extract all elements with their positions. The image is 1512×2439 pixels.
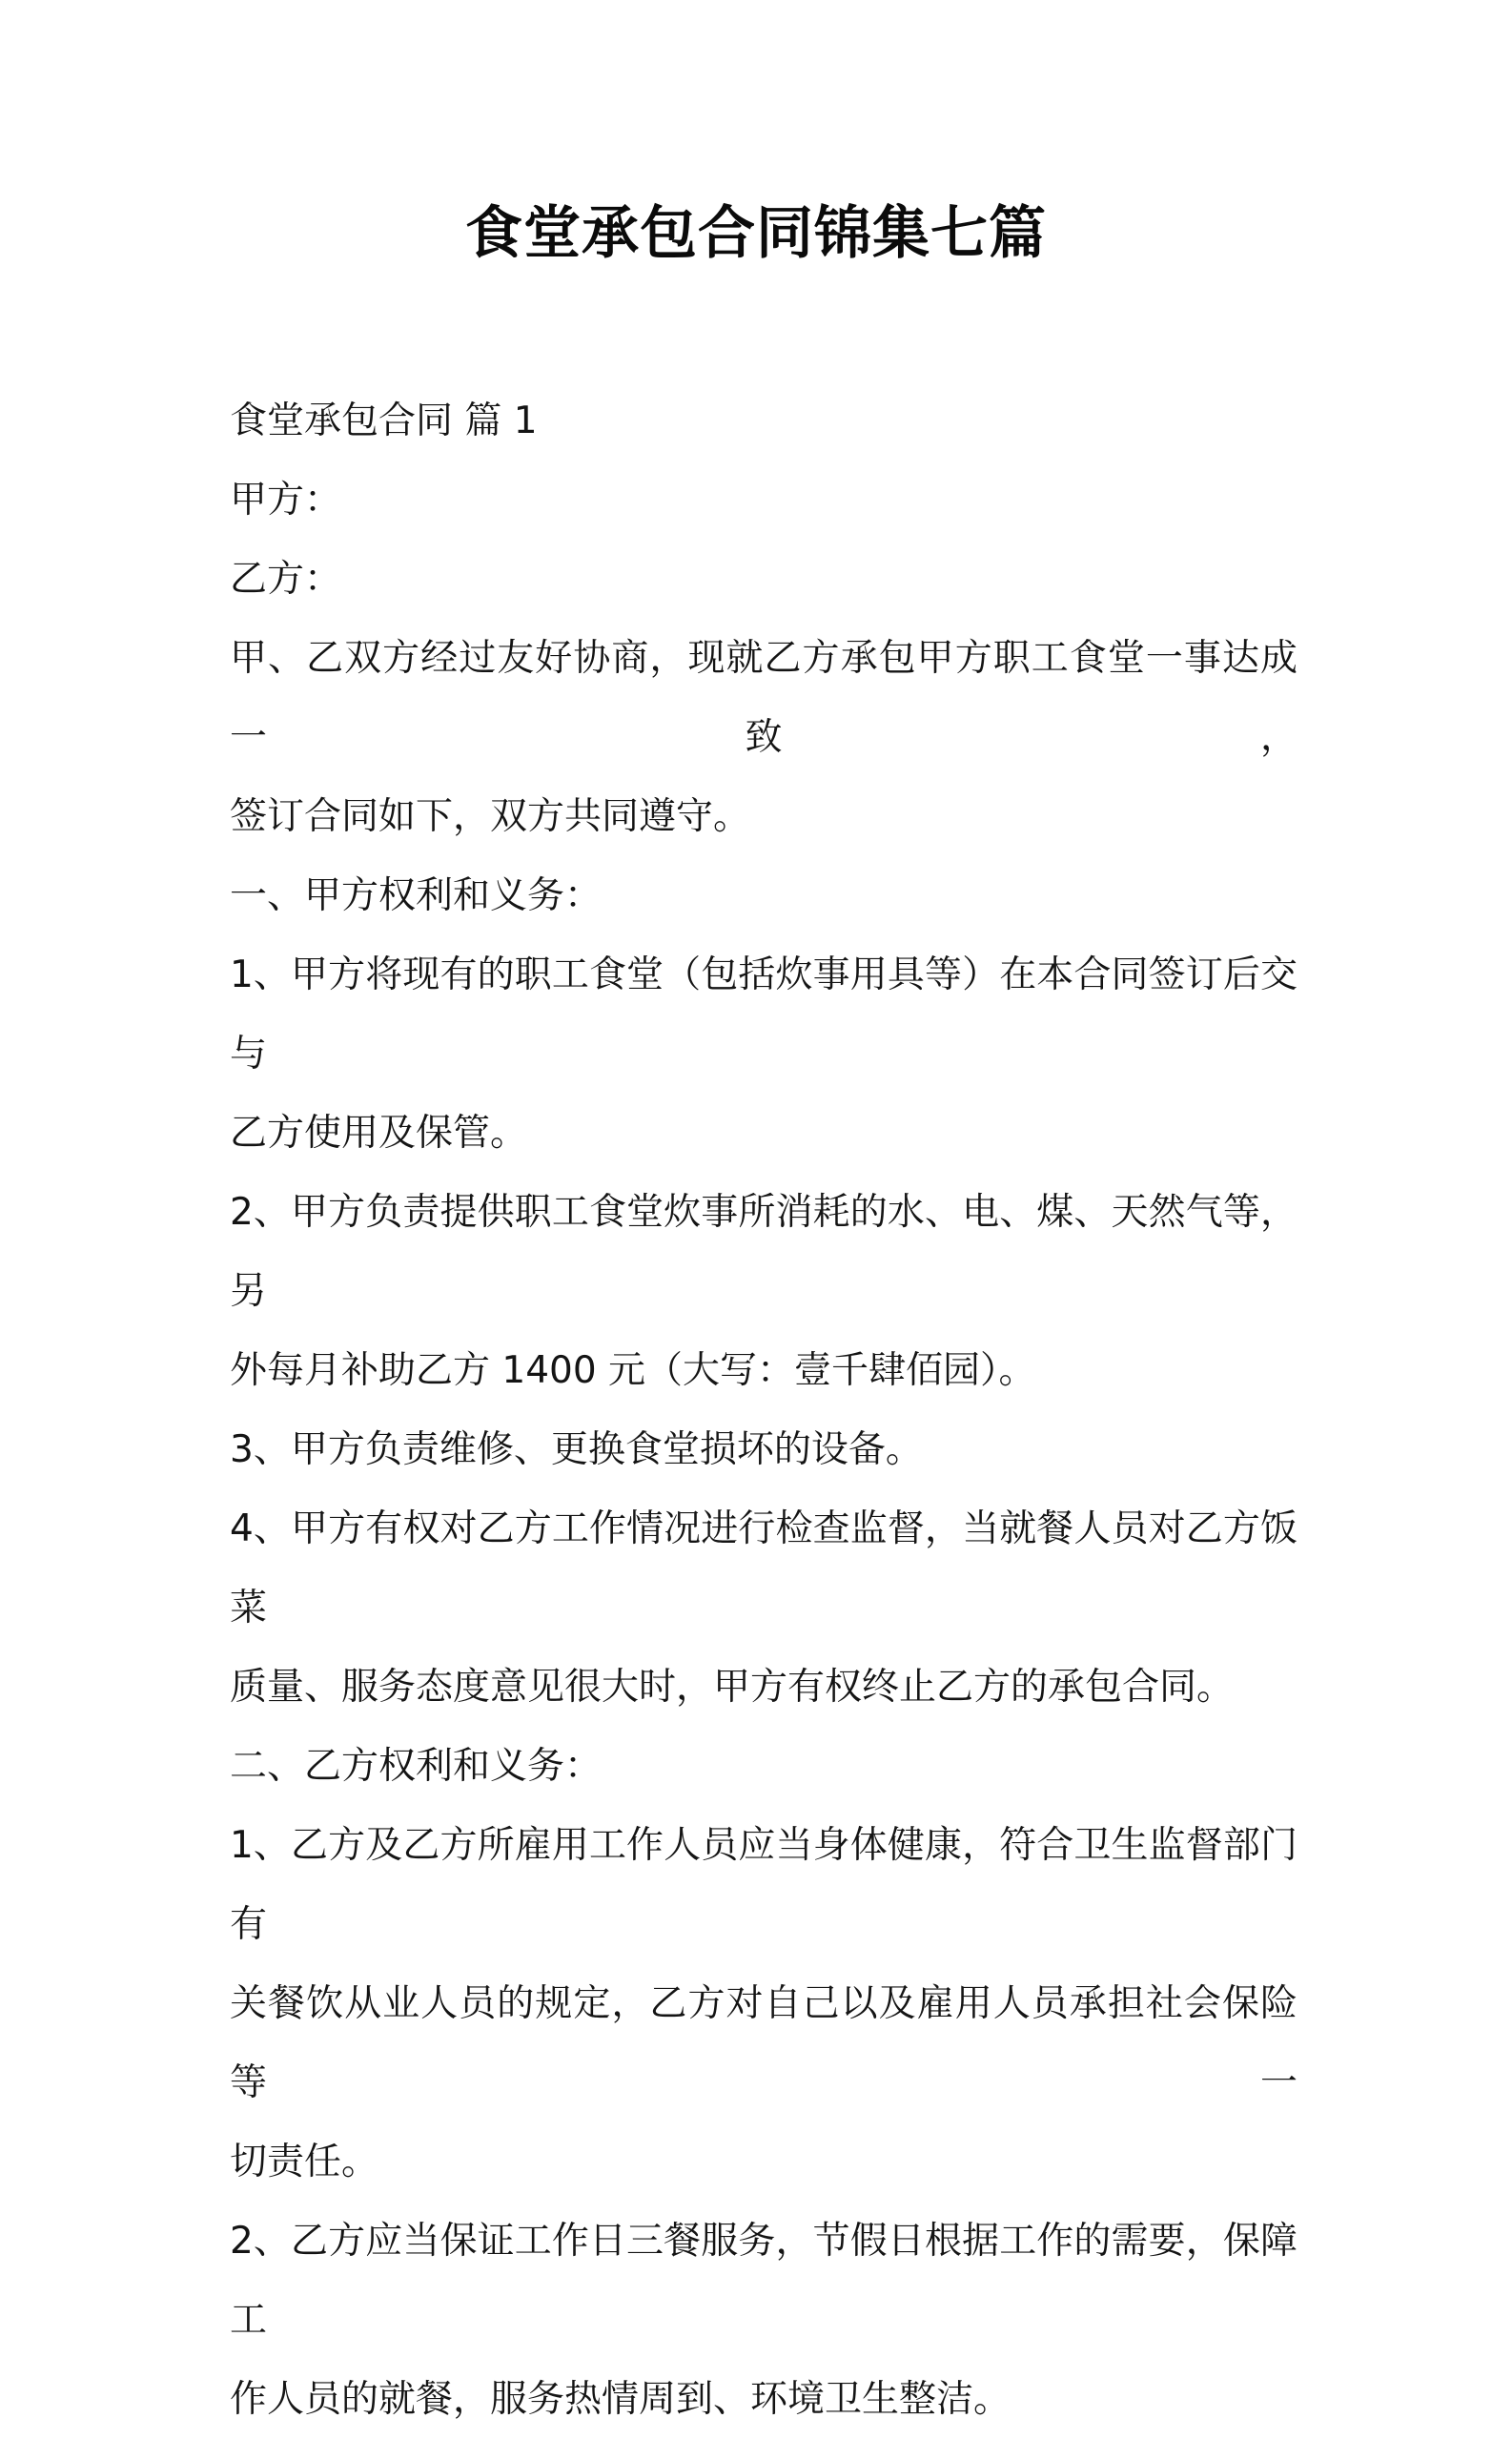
part2-heading: 二、乙方权利和义务： bbox=[230, 1745, 603, 1788]
intro-paragraph: 甲、乙双方经过友好协商，现就乙方承包甲方职工食堂一事达成一致， 签订合同如下，双方共同遵守。 bbox=[230, 637, 1297, 838]
party-b-label: 乙方： bbox=[230, 558, 342, 601]
section-heading: 食堂承包合同 篇 1 bbox=[230, 400, 538, 442]
part2-item-2: 2、乙方应当保证工作日三餐服务，节假日根据工作的需要，保障工 作人员的就餐，服务热情周到、环境卫生整洁。 bbox=[230, 2220, 1297, 2421]
part2-item-1: 1、乙方及乙方所雇用工作人员应当身体健康，符合卫生监督部门有 关餐饮从业人员的规定，乙方对自己以及雇用人员承担社会保险等一 切责任。 bbox=[230, 1824, 1297, 2183]
part1-item-3: 3、甲方负责维修、更换食堂损坏的设备。 bbox=[230, 1428, 923, 1471]
part1-item-2: 2、甲方负责提供职工食堂炊事所消耗的水、电、煤、天然气等，另 外每月补助乙方 1400 元（大写：壹千肆佰园）。 bbox=[230, 1191, 1297, 1392]
document-body bbox=[230, 381, 1297, 2439]
part1-item-4: 4、甲方有权对乙方工作情况进行检查监督，当就餐人员对乙方饭菜 质量、服务态度意见很大时，甲方有权终止乙方的承包合同。 bbox=[230, 1507, 1297, 1709]
part1-item-1: 1、甲方将现有的职工食堂（包括炊事用具等）在本合同签订后交与 乙方使用及保管。 bbox=[230, 953, 1297, 1155]
document-title: 食堂承包合同锦集七篇 bbox=[465, 200, 1047, 267]
part1-heading: 一、甲方权利和义务： bbox=[230, 874, 603, 917]
party-a-label: 甲方： bbox=[230, 479, 342, 522]
